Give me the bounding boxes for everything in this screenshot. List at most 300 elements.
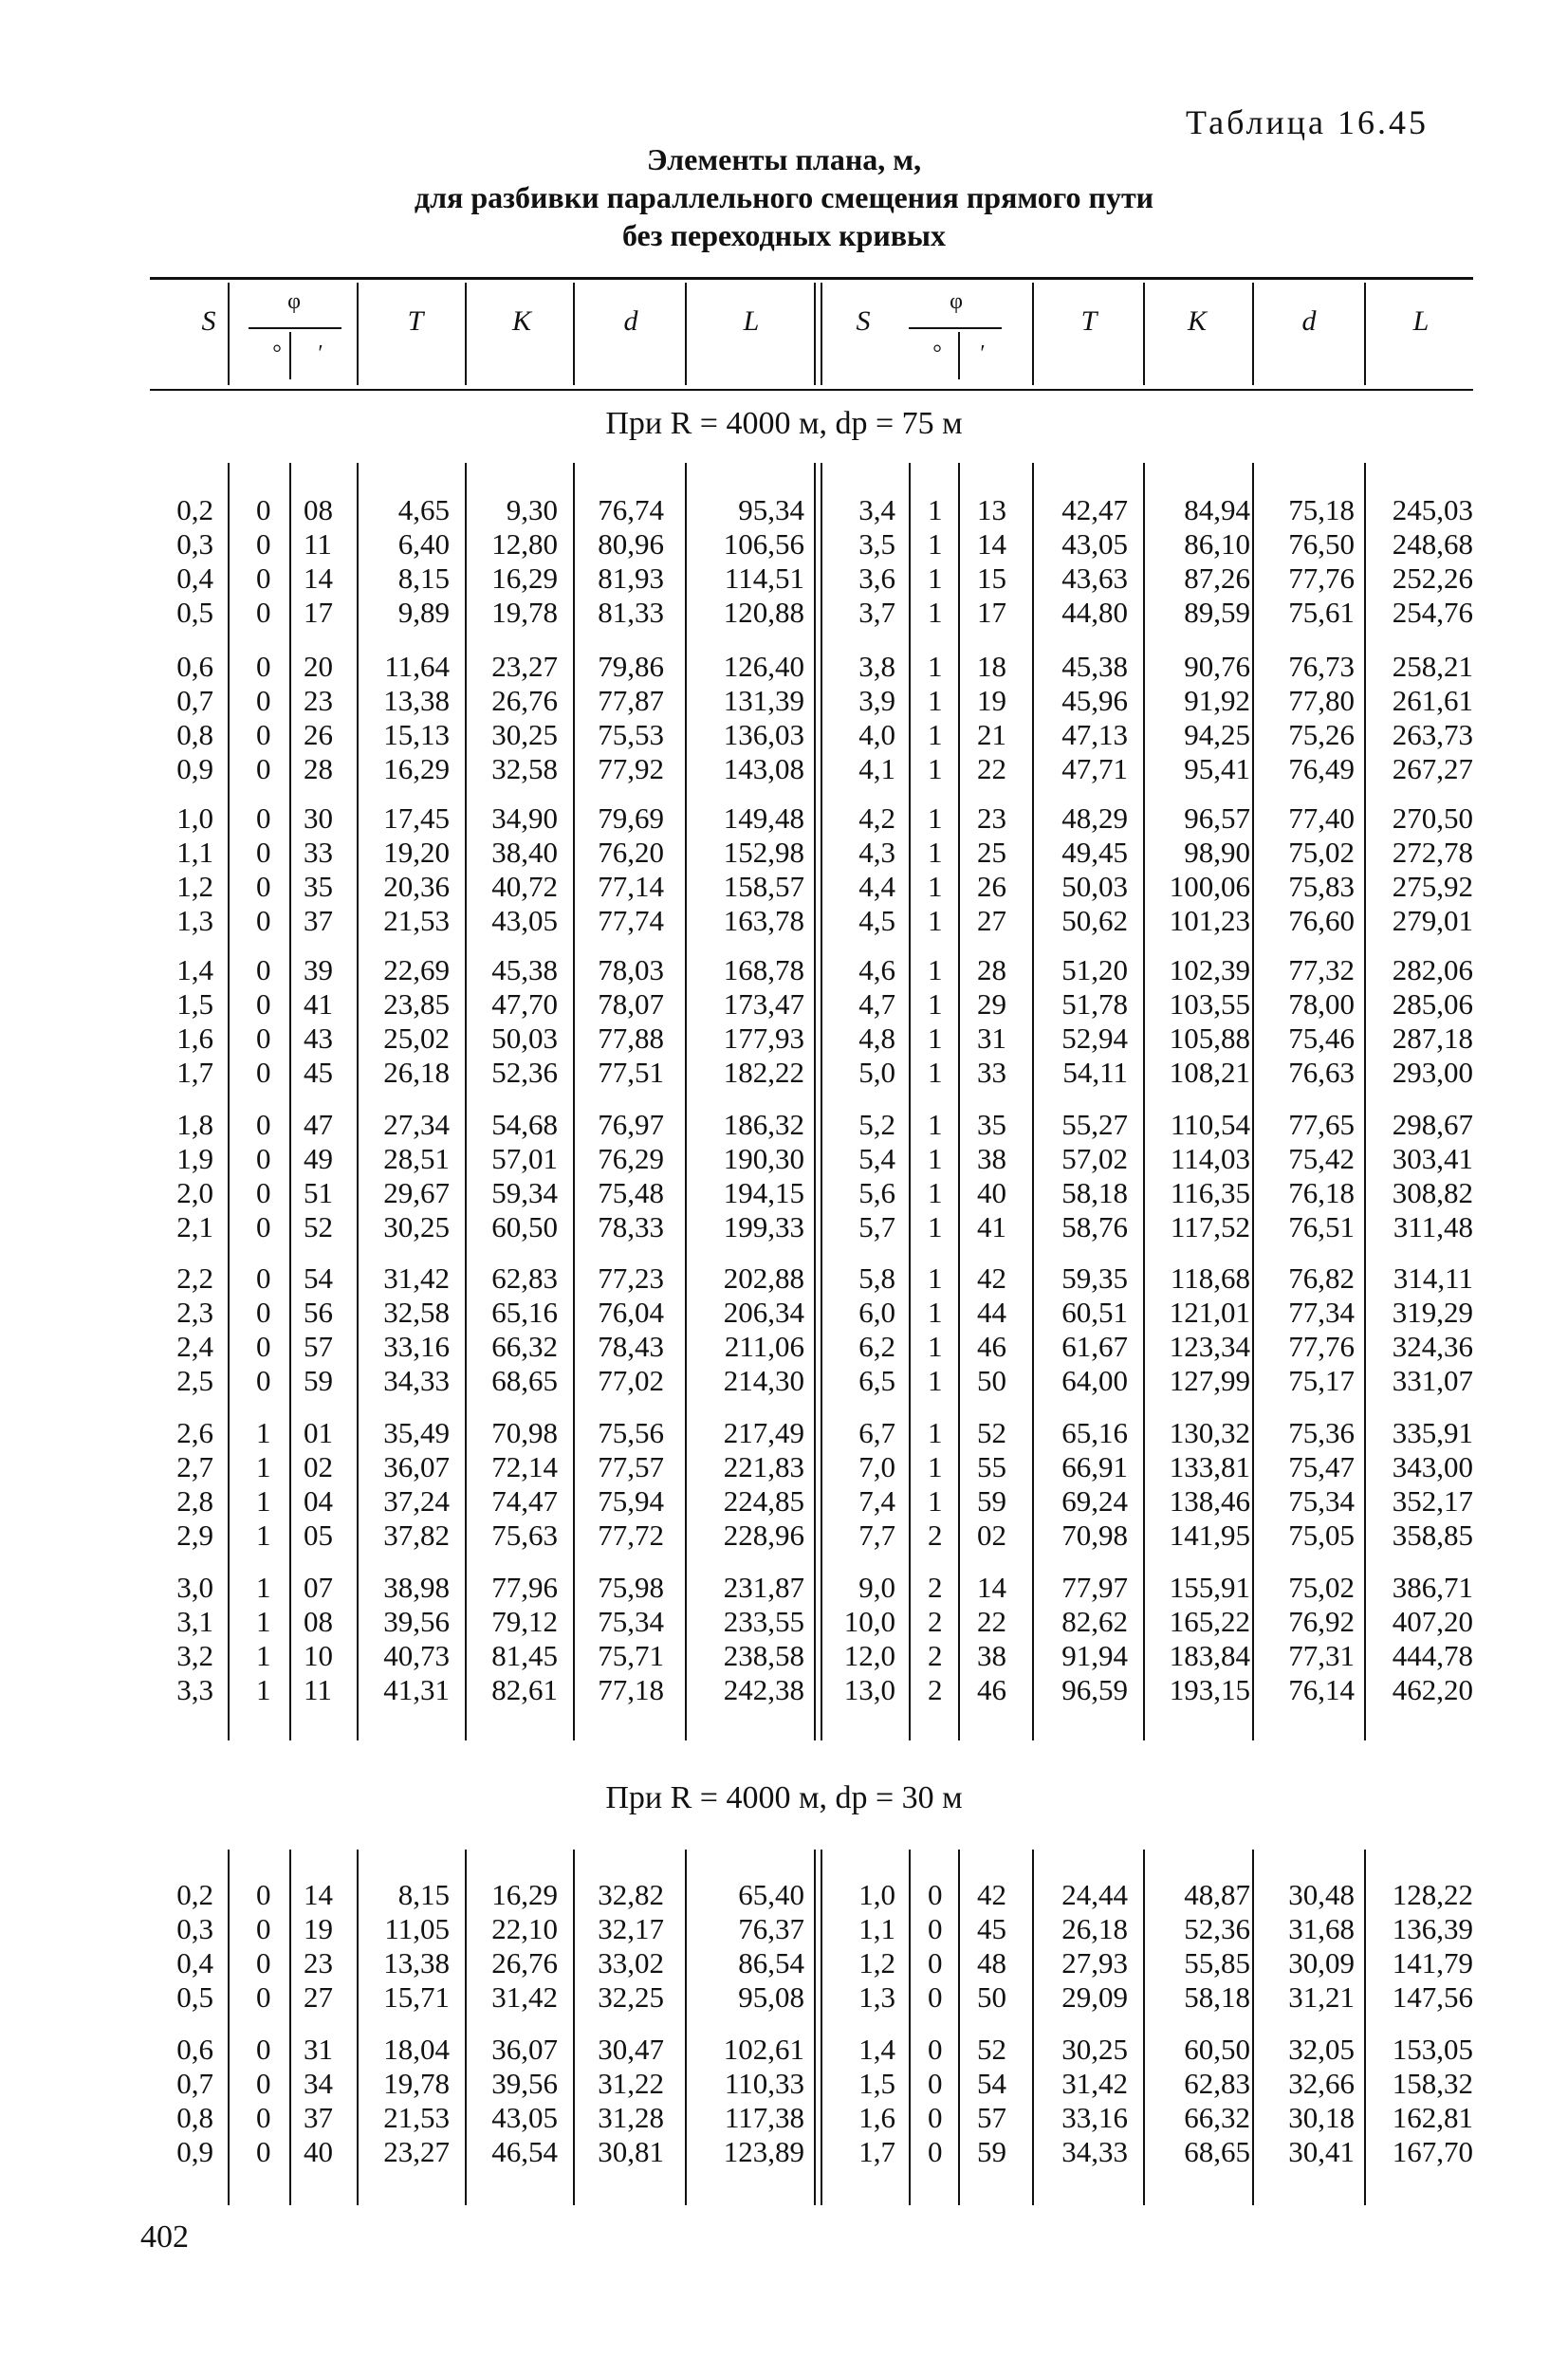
table-cell: 77,14 (598, 870, 664, 903)
table-cell: 32,66 (1288, 2067, 1355, 2100)
table-cell: 13,38 (383, 684, 450, 717)
table-cell: 6,2 (858, 1330, 895, 1363)
table-cell: 79,12 (491, 1605, 558, 1638)
table-cell: 303,41 (1392, 1142, 1473, 1175)
table-cell: 50,62 (1061, 904, 1128, 937)
table-cell: 221,83 (723, 1450, 804, 1483)
table-cell: 1,2 (176, 870, 213, 903)
table-cell: 1 (256, 1450, 271, 1483)
table-cell: 1,4 (176, 953, 213, 986)
table-cell: 01 (304, 1416, 333, 1449)
table-cell: 78,33 (598, 1210, 664, 1243)
table-cell: 45,96 (1061, 684, 1128, 717)
table-cell: 28 (304, 752, 333, 785)
table-cell: 211,06 (724, 1330, 804, 1363)
table-cell: 0 (256, 2101, 271, 2134)
column-rule (228, 463, 230, 1740)
table-cell: 11 (304, 1673, 332, 1706)
column-header-phi: φ (950, 289, 963, 314)
table-cell: 11 (304, 527, 332, 561)
table-cell: 47,70 (491, 987, 558, 1021)
table-cell: 11,64 (384, 650, 450, 683)
table-cell: 82,61 (491, 1673, 558, 1706)
table-cell: 358,85 (1392, 1519, 1473, 1552)
table-cell: 37 (304, 2101, 333, 2134)
table-cell: 41,31 (383, 1673, 450, 1706)
table-cell: 0,2 (176, 493, 213, 526)
table-cell: 57,02 (1061, 1142, 1128, 1175)
table-cell: 14 (304, 1878, 333, 1911)
table-cell: 0 (928, 1946, 943, 1979)
table-cell: 0 (256, 1878, 271, 1911)
table-cell: 49,45 (1061, 836, 1128, 869)
table-cell: 32,82 (598, 1878, 664, 1911)
table-cell: 77,34 (1288, 1296, 1355, 1329)
table-cell: 39,56 (383, 1605, 450, 1638)
table-cell: 386,71 (1392, 1571, 1473, 1604)
table-cell: 4,65 (397, 493, 450, 526)
table-cell: 19 (304, 1912, 333, 1945)
table-cell: 141,79 (1392, 1946, 1473, 1979)
table-cell: 190,30 (723, 1142, 804, 1175)
table-cell: 177,93 (723, 1022, 804, 1055)
table-cell: 0 (256, 493, 271, 526)
table-cell: 72,14 (491, 1450, 558, 1483)
table-cell: 102,61 (723, 2033, 804, 2066)
table-cell: 59 (977, 2135, 1006, 2168)
table-cell: 0 (256, 1296, 271, 1329)
table-cell: 57 (977, 2101, 1006, 2134)
table-cell: 52 (977, 1416, 1006, 1449)
table-cell: 30,25 (491, 718, 558, 751)
table-cell: 52,36 (491, 1056, 558, 1089)
table-cell: 27,34 (383, 1108, 450, 1141)
table-cell: 136,39 (1392, 1912, 1473, 1945)
table-cell: 55 (977, 1450, 1006, 1483)
table-cell: 31,68 (1288, 1912, 1355, 1945)
table-cell: 42,47 (1061, 493, 1128, 526)
table-cell: 101,23 (1169, 904, 1250, 937)
table-cell: 238,58 (723, 1639, 804, 1672)
table-cell: 319,29 (1392, 1296, 1473, 1329)
table-cell: 87,26 (1184, 562, 1250, 595)
table-cell: 81,93 (598, 562, 664, 595)
table-cell: 42 (977, 1878, 1006, 1911)
table-cell: 44,80 (1061, 596, 1128, 629)
column-header-d: d (623, 305, 638, 337)
table-cell: 48 (977, 1946, 1006, 1979)
column-rule (685, 1850, 687, 2205)
column-header-phi: φ (287, 289, 301, 314)
table-cell: 0 (928, 2067, 943, 2100)
table-cell: 335,91 (1392, 1416, 1473, 1449)
table-cell: 2 (928, 1571, 943, 1604)
table-cell: 2,7 (176, 1450, 213, 1483)
table-cell: 258,21 (1392, 650, 1473, 683)
table-cell: 34,33 (1061, 2135, 1128, 2168)
table-cell: 1 (256, 1639, 271, 1672)
table-cell: 26,76 (491, 1946, 558, 1979)
table-cell: 23 (304, 1946, 333, 1979)
table-cell: 48,87 (1184, 1878, 1250, 1911)
column-header-t: T (407, 305, 424, 337)
table-cell: 75,48 (598, 1176, 664, 1209)
table-cell: 75,02 (1288, 1571, 1355, 1604)
table-cell: 6,7 (858, 1416, 895, 1449)
table-cell: 0 (256, 1056, 271, 1089)
table-cell: 23,27 (491, 650, 558, 683)
table-cell: 0,3 (176, 527, 213, 561)
header-top-rule (150, 277, 1473, 280)
table-cell: 1 (928, 1056, 943, 1089)
table-cell: 45,38 (491, 953, 558, 986)
table-cell: 1,4 (858, 2033, 895, 2066)
table-cell: 311,48 (1393, 1210, 1473, 1243)
table-cell: 0 (928, 1878, 943, 1911)
table-cell: 1 (928, 1261, 943, 1295)
table-cell: 9,89 (397, 596, 450, 629)
table-cell: 95,34 (738, 493, 804, 526)
table-cell: 3,0 (176, 1571, 213, 1604)
table-cell: 2 (928, 1605, 943, 1638)
table-cell: 1,5 (858, 2067, 895, 2100)
table-cell: 43,63 (1061, 562, 1128, 595)
table-cell: 75,61 (1288, 596, 1355, 629)
table-cell: 0 (256, 650, 271, 683)
table-cell: 30,18 (1288, 2101, 1355, 2134)
column-rule (958, 463, 960, 1740)
table-cell: 20,36 (383, 870, 450, 903)
column-rule (909, 463, 911, 1740)
table-cell: 90,76 (1184, 650, 1250, 683)
table-cell: 1,7 (176, 1056, 213, 1089)
table-cell: 202,88 (723, 1261, 804, 1295)
table-cell: 7,0 (858, 1450, 895, 1483)
table-cell: 76,73 (1288, 650, 1355, 683)
table-cell: 2,4 (176, 1330, 213, 1363)
table-cell: 19 (977, 684, 1006, 717)
table-cell: 35,49 (383, 1416, 450, 1449)
table-cell: 231,87 (723, 1571, 804, 1604)
table-cell: 59,35 (1061, 1261, 1128, 1295)
table-cell: 86,54 (738, 1946, 804, 1979)
table-cell: 12,80 (491, 527, 558, 561)
table-cell: 77,32 (1288, 953, 1355, 986)
table-cell: 26,76 (491, 684, 558, 717)
table-cell: 18,04 (383, 2033, 450, 2066)
table-cell: 75,02 (1288, 836, 1355, 869)
table-cell: 6,5 (858, 1364, 895, 1397)
table-cell: 98,90 (1184, 836, 1250, 869)
table-cell: 31,42 (491, 1980, 558, 2014)
column-header-l: L (1412, 305, 1430, 337)
table-cell: 0 (256, 1912, 271, 1945)
table-cell: 116,35 (1170, 1176, 1250, 1209)
table-cell: 127,99 (1169, 1364, 1250, 1397)
table-cell: 46 (977, 1330, 1006, 1363)
table-title (0, 140, 1568, 254)
table-cell: 1,7 (858, 2135, 895, 2168)
table-cell: 70,98 (491, 1416, 558, 1449)
table-cell: 103,55 (1169, 987, 1250, 1021)
table-cell: 2,3 (176, 1296, 213, 1329)
table-cell: 217,49 (723, 1416, 804, 1449)
table-cell: 121,01 (1169, 1296, 1250, 1329)
table-cell: 0 (256, 1176, 271, 1209)
column-header-s: S (856, 305, 871, 337)
table-cell: 2,1 (176, 1210, 213, 1243)
table-cell: 1 (928, 718, 943, 751)
column-header-deg: ° (272, 341, 282, 366)
table-cell: 0 (256, 1946, 271, 1979)
table-cell: 77,87 (598, 684, 664, 717)
section-title: При R = 4000 м, dр = 30 м (605, 1780, 963, 1815)
title-line: для разбивки параллельного смещения прямого пути (414, 180, 1154, 214)
table-cell: 2,2 (176, 1261, 213, 1295)
table-cell: 128,22 (1392, 1878, 1473, 1911)
table-cell: 23 (304, 684, 333, 717)
table-cell: 54 (304, 1261, 333, 1295)
table-cell: 1 (928, 1296, 943, 1329)
table-cell: 252,26 (1392, 562, 1473, 595)
table-cell: 47,13 (1061, 718, 1128, 751)
table-cell: 1 (928, 493, 943, 526)
table-cell: 149,48 (723, 801, 804, 835)
table-cell: 40,72 (491, 870, 558, 903)
table-cell: 55,27 (1061, 1108, 1128, 1141)
table-cell: 2,0 (176, 1176, 213, 1209)
table-cell: 1 (928, 801, 943, 835)
table-cell: 1 (928, 752, 943, 785)
table-cell: 58,76 (1061, 1210, 1128, 1243)
table-cell: 3,2 (176, 1639, 213, 1672)
table-cell: 76,37 (738, 1912, 804, 1945)
table-cell: 42 (977, 1261, 1006, 1295)
table-cell: 30,81 (598, 2135, 664, 2168)
table-cell: 76,51 (1288, 1210, 1355, 1243)
table-cell: 50 (977, 1980, 1006, 2014)
table-cell: 68,65 (1184, 2135, 1250, 2168)
table-cell: 117,38 (724, 2101, 804, 2134)
table-cell: 123,89 (723, 2135, 804, 2168)
table-cell: 75,83 (1288, 870, 1355, 903)
table-cell: 1,2 (858, 1946, 895, 1979)
table-cell: 162,81 (1392, 2101, 1473, 2134)
table-cell: 48,29 (1061, 801, 1128, 835)
title-line: без переходных кривых (621, 218, 947, 252)
section-title: При R = 4000 м, dр = 75 м (605, 406, 963, 441)
table-cell: 0 (256, 2067, 271, 2100)
table-cell: 34,33 (383, 1364, 450, 1397)
table-cell: 3,3 (176, 1673, 213, 1706)
table-cell: 89,59 (1184, 596, 1250, 629)
table-cell: 30 (304, 801, 333, 835)
table-cell: 214,30 (723, 1364, 804, 1397)
table-cell: 60,50 (491, 1210, 558, 1243)
table-cell: 10,0 (843, 1605, 895, 1638)
table-cell: 54,11 (1062, 1056, 1128, 1089)
table-cell: 0 (928, 2033, 943, 2066)
table-cell: 1 (928, 953, 943, 986)
table-cell: 0 (256, 1364, 271, 1397)
table-cell: 272,78 (1392, 836, 1473, 869)
table-cell: 6,40 (397, 527, 450, 561)
header-column-rule (573, 283, 575, 385)
table-cell: 0 (256, 562, 271, 595)
table-cell: 77,02 (598, 1364, 664, 1397)
table-cell: 19,78 (383, 2067, 450, 2100)
table-cell: 0 (256, 527, 271, 561)
table-cell: 0,8 (176, 718, 213, 751)
table-cell: 76,92 (1288, 1605, 1355, 1638)
table-cell: 7,4 (858, 1484, 895, 1518)
table-cell: 58,18 (1061, 1176, 1128, 1209)
table-cell: 9,30 (506, 493, 558, 526)
table-cell: 0 (256, 1022, 271, 1055)
table-cell: 1 (928, 1330, 943, 1363)
table-cell: 462,20 (1392, 1673, 1473, 1706)
table-cell: 29 (977, 987, 1006, 1021)
column-header-deg: ° (932, 341, 942, 366)
table-cell: 60,51 (1061, 1296, 1128, 1329)
table-cell: 21 (977, 718, 1006, 751)
table-cell: 32,05 (1288, 2033, 1355, 2066)
table-cell: 91,94 (1061, 1639, 1128, 1672)
table-cell: 224,85 (723, 1484, 804, 1518)
table-cell: 80,96 (598, 527, 664, 561)
table-cell: 78,00 (1288, 987, 1355, 1021)
table-cell: 118,68 (1170, 1261, 1250, 1295)
table-cell: 0,7 (176, 2067, 213, 2100)
table-cell: 1,6 (858, 2101, 895, 2134)
table-cell: 32,25 (598, 1980, 664, 2014)
table-cell: 58,18 (1184, 1980, 1250, 2014)
table-cell: 133,81 (1169, 1450, 1250, 1483)
table-cell: 24,44 (1061, 1878, 1128, 1911)
table-cell: 1 (928, 650, 943, 683)
table-cell: 81,33 (598, 596, 664, 629)
table-cell: 1,3 (858, 1980, 895, 2014)
table-cell: 76,29 (598, 1142, 664, 1175)
table-cell: 36,07 (383, 1450, 450, 1483)
table-cell: 84,94 (1184, 493, 1250, 526)
table-cell: 0 (256, 953, 271, 986)
table-cell: 30,09 (1288, 1946, 1355, 1979)
table-cell: 75,47 (1288, 1450, 1355, 1483)
table-cell: 51 (304, 1176, 333, 1209)
table-cell: 0,5 (176, 596, 213, 629)
table-cell: 36,07 (491, 2033, 558, 2066)
table-cell: 0,9 (176, 2135, 213, 2168)
table-cell: 324,36 (1392, 1330, 1473, 1363)
table-cell: 69,24 (1061, 1484, 1128, 1518)
table-cell: 38 (977, 1639, 1006, 1672)
table-cell: 233,55 (723, 1605, 804, 1638)
table-cell: 8,15 (397, 562, 450, 595)
table-cell: 76,18 (1288, 1176, 1355, 1209)
table-cell: 120,88 (723, 596, 804, 629)
table-cell: 117,52 (1170, 1210, 1250, 1243)
table-cell: 1 (256, 1605, 271, 1638)
page-number: 402 (140, 2219, 189, 2255)
table-cell: 3,6 (858, 562, 895, 595)
table-cell: 35 (977, 1108, 1006, 1141)
table-cell: 07 (304, 1571, 333, 1604)
table-cell: 17,45 (383, 801, 450, 835)
table-cell: 13 (977, 493, 1006, 526)
table-cell: 0 (256, 987, 271, 1021)
table-cell: 46,54 (491, 2135, 558, 2168)
table-cell: 59 (977, 1484, 1006, 1518)
table-cell: 1 (928, 1142, 943, 1175)
table-cell: 32,17 (598, 1912, 664, 1945)
table-cell: 76,14 (1288, 1673, 1355, 1706)
column-header-min: ′ (980, 341, 986, 366)
header-column-rule (1143, 283, 1145, 385)
column-header-k: K (1187, 305, 1207, 337)
table-cell: 65,16 (1061, 1416, 1128, 1449)
column-header-l: L (743, 305, 760, 337)
table-cell: 27 (304, 1980, 333, 2014)
table-cell: 77,65 (1288, 1108, 1355, 1141)
table-cell: 2 (928, 1639, 943, 1672)
table-cell: 1 (928, 1210, 943, 1243)
table-cell: 17 (304, 596, 333, 629)
table-cell: 33,02 (598, 1946, 664, 1979)
table-cell: 1 (928, 684, 943, 717)
table-cell: 2,8 (176, 1484, 213, 1518)
table-cell: 75,18 (1288, 493, 1355, 526)
table-cell: 35 (304, 870, 333, 903)
table-cell: 30,48 (1288, 1878, 1355, 1911)
table-cell: 32,58 (491, 752, 558, 785)
table-cell: 75,26 (1288, 718, 1355, 751)
table-cell: 94,25 (1184, 718, 1250, 751)
table-cell: 2 (928, 1519, 943, 1552)
table-cell: 186,32 (723, 1108, 804, 1141)
table-cell: 5,7 (858, 1210, 895, 1243)
table-cell: 0 (256, 1261, 271, 1295)
table-cell: 0,5 (176, 1980, 213, 2014)
table-cell: 54 (977, 2067, 1006, 2100)
table-cell: 75,98 (598, 1571, 664, 1604)
table-cell: 1,0 (858, 1878, 895, 1911)
table-cell: 40 (304, 2135, 333, 2168)
table-cell: 1 (928, 987, 943, 1021)
table-cell: 25,02 (383, 1022, 450, 1055)
table-cell: 81,45 (491, 1639, 558, 1672)
table-cell: 57 (304, 1330, 333, 1363)
table-cell: 3,4 (858, 493, 895, 526)
table-cell: 77,88 (598, 1022, 664, 1055)
header-column-rule (814, 283, 816, 385)
table-cell: 26,18 (1061, 1912, 1128, 1945)
table-cell: 0,6 (176, 650, 213, 683)
table-cell: 293,00 (1392, 1056, 1473, 1089)
table-cell: 51,78 (1061, 987, 1128, 1021)
table-cell: 77,40 (1288, 801, 1355, 835)
table-cell: 263,73 (1392, 718, 1473, 751)
table-cell: 62,83 (1184, 2067, 1250, 2100)
table-cell: 5,2 (858, 1108, 895, 1141)
table-cell: 45,38 (1061, 650, 1128, 683)
table-cell: 1 (928, 1416, 943, 1449)
table-cell: 100,06 (1169, 870, 1250, 903)
table-cell: 31 (304, 2033, 333, 2066)
table-cell: 138,46 (1169, 1484, 1250, 1518)
table-cell: 4,4 (858, 870, 895, 903)
table-cell: 0,4 (176, 562, 213, 595)
